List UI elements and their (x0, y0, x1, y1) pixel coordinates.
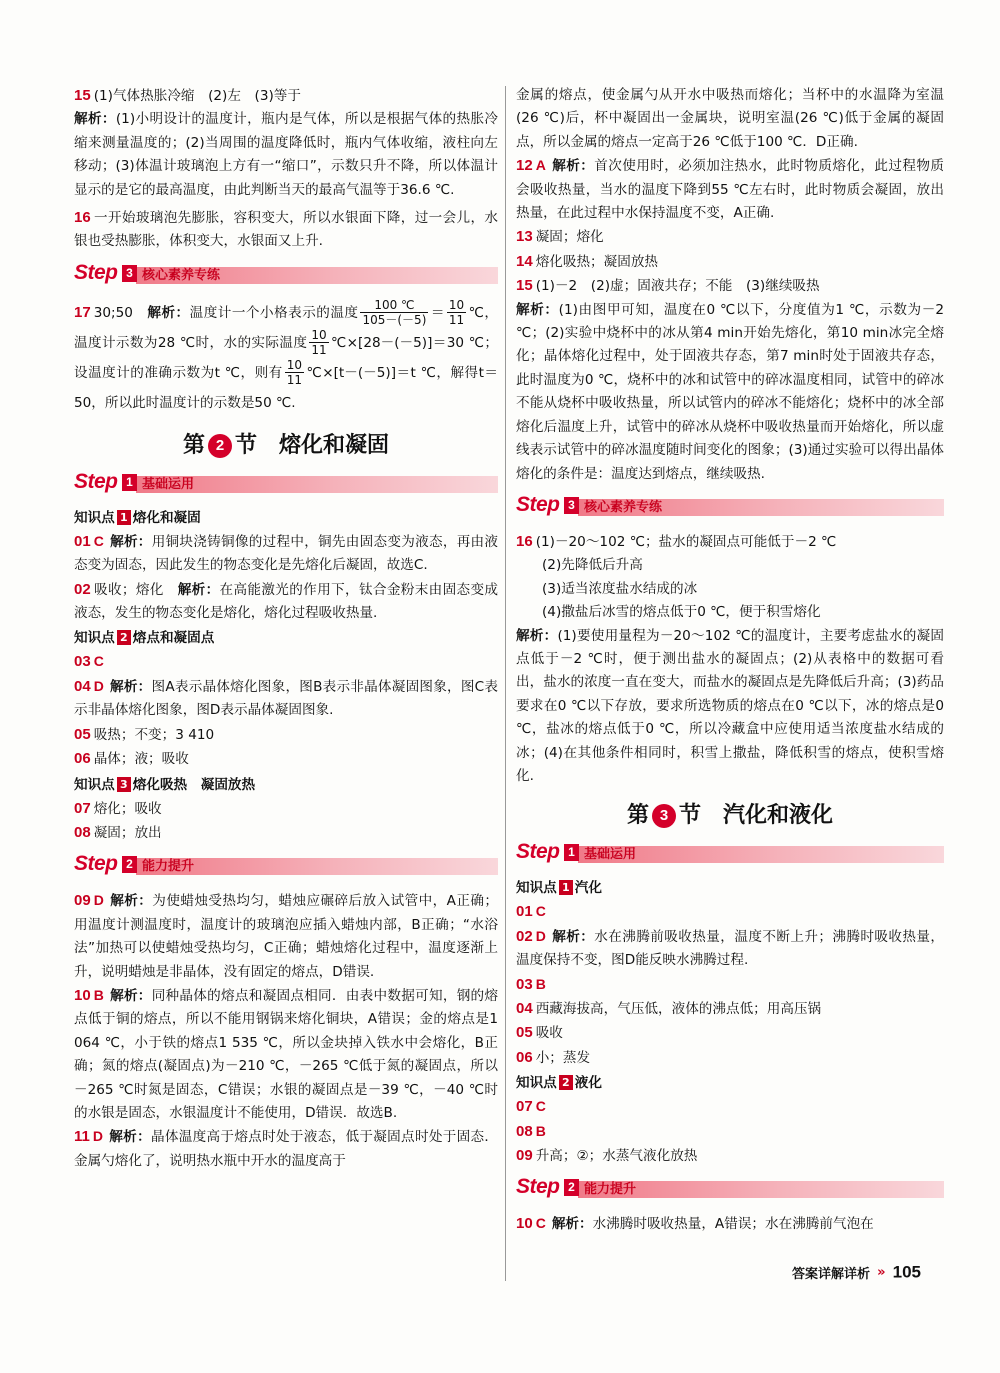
question-number: 13 (516, 228, 533, 246)
column-divider (505, 86, 506, 1281)
answer: C (535, 1215, 546, 1232)
explanation-label: 解析： (516, 301, 559, 318)
question-06 (516, 1046, 944, 1070)
kp-prefix: 知识点 (74, 776, 115, 793)
explanation: 为使蜡烛受热均匀，蜡烛应碾碎后放入试管中，A正确；用温度计测温度时，温度计的玻璃泡应插入蜡烛内部，B正确；“水浴法”加热可以使蜡烛受热均匀，C正确；蜡烛熔化过程中，温度逐渐上升，说明蜡烛是非晶体，没有固定的熔点，D错误. (74, 893, 498, 980)
explanation-part: ℃×[t－(－5)]＝t ℃，解得t＝50，所以此时温度计的示数是50 ℃. (74, 364, 498, 411)
footer-label: 答案详解详析 (792, 1267, 871, 1282)
kp-title: 汽化 (574, 880, 602, 897)
section-title-2 (74, 430, 498, 460)
step-word: Step (74, 852, 118, 876)
step-band (578, 1181, 944, 1198)
answer: C (93, 532, 104, 549)
question-11-continued: 金属的熔点，使金属勺从开水中吸热而熔化；当杯中的水温降为室温(26 ℃)后，杯中凝固出一金属块，说明室温(26 ℃)低于金属的凝固点，所以金属的熔点一定高于26 ℃低于100 ℃．D正确. (516, 87, 944, 150)
knowledge-point-2 (516, 1072, 944, 1095)
explanation-label: 解析： (109, 893, 153, 910)
answer: D (92, 1128, 103, 1145)
step-band (578, 499, 944, 516)
section-prefix: 第 (182, 431, 205, 458)
question-10 (516, 1212, 944, 1236)
question-09 (516, 1144, 944, 1168)
question-06 (74, 747, 498, 771)
question-17 (74, 298, 498, 418)
answer: 熔化；吸收 (93, 800, 162, 817)
question-03 (516, 973, 944, 997)
step-number: 3 (564, 497, 579, 514)
page-footer (792, 1262, 921, 1290)
question-number: 06 (516, 1048, 533, 1066)
explanation-label: 解析： (108, 1129, 151, 1146)
explanation-label: 解析： (551, 1216, 593, 1233)
denominator: 105－(－5) (362, 313, 427, 328)
question-number: 09 (516, 1147, 533, 1165)
section-title-3 (516, 800, 944, 830)
kp-number: 3 (117, 777, 131, 792)
answer: 升高；②；水蒸气液化放热 (535, 1148, 698, 1165)
page-number: 105 (892, 1262, 921, 1282)
question-number: 03 (516, 975, 533, 993)
explanation: 晶体温度高于熔点时处于液态，低于凝固点时处于固态．金属勺熔化了，说明热水瓶中开水的温度高于 (74, 1129, 499, 1169)
answer: D (535, 927, 546, 944)
question-number: 05 (74, 725, 91, 743)
explanation: 同种晶体的熔点和凝固点相同．由表中数据可知，钢的熔点低于铜的熔点，所以不能用钢锅来熔化铜块，A错误；金的熔点是1 064 ℃，小于铁的熔点1 535 ℃，所以金块掉入铁水中会熔化，B正确；氮的熔点(凝固点)为－210 ℃，－265 ℃低于氮的凝固点，所以－265 ℃时氮是固态，C错误；水银的凝固点是－39 ℃，－40 ℃时的水银是固态，水银温度计不能使用，D错误．故选B. (74, 987, 499, 1121)
question-14 (516, 250, 944, 274)
answer: 吸收；熔化 (93, 581, 164, 598)
question-number: 02 (74, 580, 91, 598)
question-number: 07 (74, 799, 91, 817)
answer: 吸收 (535, 1025, 563, 1042)
kp-prefix: 知识点 (516, 880, 557, 897)
question-number: 10 (74, 986, 91, 1004)
section-number: 3 (652, 804, 676, 828)
section-suffix: 节 (234, 431, 257, 458)
section-suffix: 节 (678, 802, 701, 829)
question-03 (74, 650, 498, 674)
question-04 (74, 675, 498, 723)
explanation-label: 解析： (74, 111, 116, 128)
answer: C (93, 653, 104, 670)
denominator: 11 (286, 373, 303, 388)
answer-part: (2)先降低后升高 (542, 557, 643, 574)
question-number: 01 (74, 532, 91, 550)
answer-part: (4)撒盐后冰雪的熔点低于0 ℃，便于积雪熔化 (542, 604, 821, 621)
left-column (74, 84, 498, 1173)
fraction (285, 358, 304, 387)
step-title: 核心素养专练 (142, 267, 221, 283)
question-number: 11 (74, 1128, 90, 1146)
question-08 (74, 821, 498, 845)
explanation-part: ℃，温度计示数为28 ℃时，水的实际温度 (74, 304, 499, 351)
question-13 (516, 225, 944, 249)
question-number: 05 (516, 1024, 533, 1042)
section-name: 汽化和液化 (723, 802, 834, 829)
kp-title: 液化 (574, 1075, 602, 1092)
kp-prefix: 知识点 (516, 1075, 557, 1092)
explanation-label: 解析： (109, 533, 152, 550)
answer: C (535, 1098, 546, 1115)
question-number: 04 (74, 677, 91, 695)
kp-title: 熔化和凝固 (132, 509, 201, 526)
step-1-header (74, 470, 498, 500)
step-band (136, 476, 498, 493)
question-16-explanation (516, 625, 944, 789)
kp-title: 熔点和凝固点 (132, 630, 215, 647)
question-number: 17 (74, 303, 91, 321)
explanation: 图A表示晶体熔化图象，图B表示非晶体凝固图象，图C表示非晶体熔化图象，图D表示晶体凝固图象. (74, 678, 498, 719)
kp-number: 2 (117, 630, 131, 645)
question-number: 10 (516, 1215, 533, 1233)
explanation: (1)小明设计的温度计，瓶内是气体，所以是根据气体的热胀冷缩来测量温度的；(2)当周围的温度降低时，瓶内气体收缩，液柱向左移动；(3)体温计玻璃泡上方有一“缩口”，示数只升不降，所以体温计显示的是它的最高温度，由此判断当天的最高气温等于36.6 ℃. (74, 111, 498, 198)
section-prefix: 第 (626, 802, 649, 829)
answer: 凝固；熔化 (535, 229, 604, 246)
question-05 (516, 1021, 944, 1045)
knowledge-point-1 (74, 507, 498, 530)
step-title: 能力提升 (584, 1182, 637, 1198)
answer-part: (3)适当浓度盐水结成的冰 (542, 580, 698, 597)
answer: 熔化吸热；凝固放热 (535, 253, 659, 270)
question-07 (74, 797, 498, 821)
step-2-header (74, 852, 498, 882)
question-15 (74, 84, 498, 202)
numerator: 10 (448, 298, 465, 313)
answer: 吸热；不变；3 410 (93, 726, 215, 743)
section-name: 熔化和凝固 (279, 431, 390, 458)
answer: D (93, 677, 104, 694)
answer: 晶体；液；吸收 (93, 751, 189, 768)
kp-title: 熔化吸热 凝固放热 (132, 776, 256, 793)
question-number: 08 (516, 1122, 533, 1140)
numerator: 100 ℃ (360, 298, 428, 313)
explanation-part: ℃×[28－(－5)]＝30 ℃；设温度计的准确示数为t ℃，则有 (74, 334, 499, 381)
explanation-label: 解析： (109, 678, 152, 695)
step-number: 1 (564, 844, 579, 861)
question-12 (516, 154, 944, 225)
knowledge-point-3 (74, 774, 498, 797)
answer: A (535, 157, 546, 174)
answer: B (535, 1122, 546, 1139)
kp-number: 1 (117, 510, 131, 525)
step-word: Step (516, 1175, 560, 1199)
answer: 西藏海拔高，气压低，液体的沸点低；用高压锅 (535, 1001, 822, 1017)
answer: D (93, 892, 104, 909)
denominator: 11 (311, 343, 327, 358)
explanation-label: 解析： (516, 627, 558, 644)
step-word: Step (516, 492, 560, 516)
knowledge-point-1 (516, 877, 944, 900)
fraction (360, 298, 428, 327)
question-10 (74, 984, 498, 1125)
explanation: 水在沸腾前吸收热量，温度不断上升；沸腾时吸收热量，温度保持不变，图D能反映水沸腾过程. (516, 928, 945, 969)
fraction (309, 328, 328, 357)
explanation-label: 解析： (147, 304, 190, 321)
answer: (1)－2 (2)虚；固液共存；不能 (3)继续吸热 (535, 278, 820, 295)
equals-sign: ＝ (430, 304, 445, 321)
question-11 (74, 1125, 498, 1173)
kp-prefix: 知识点 (74, 509, 115, 526)
denominator: 11 (448, 313, 465, 328)
explanation-part: 温度计一个小格表示的温度 (189, 304, 359, 321)
question-number: 03 (74, 653, 91, 671)
answer: (1)气体热胀冷缩 (2)左 (3)等于 (93, 88, 301, 104)
step-word: Step (74, 469, 118, 493)
question-02 (74, 578, 498, 626)
answer: 小；蒸发 (535, 1049, 591, 1066)
explanation-label: 解析： (551, 928, 595, 945)
explanation: (1)由图甲可知，温度在0 ℃以下，分度值为1 ℃，示数为－2 ℃；(2)实验中烧杯中的冰从第4 min开始先熔化，第10 min冰完全熔化；晶体熔化过程中，处于固液共存态，第7 min时处于固液共存态，此时温度为0 ℃，烧杯中的冰和试管中的碎冰温度相同，试管中的碎冰不能从烧杯中吸收热量，所以试管内的碎冰不能熔化；烧杯中的冰全部熔化后温度上升，试管中的碎冰从烧杯中吸收热量而开始熔化，所以虚线表示试管中的碎冰温度随时间变化的图象；(3)通过实验可以得出晶体熔化的条件是：温度达到熔点，继续吸热. (516, 301, 944, 482)
numerator: 10 (311, 328, 327, 343)
double-chevron-icon: » (877, 1265, 886, 1280)
answer: 一开始玻璃泡先膨胀，容积变大，所以水银面下降，过一会儿，水银也受热膨胀，体积变大，水银面又上升. (74, 210, 498, 250)
explanation: (1)要使用量程为－20～102 ℃的温度计，主要考虑盐水的凝固点低于－2 ℃时，便于测出盐水的凝固点；(2)从表格中的数据可看出，盐水的浓度一直在变大，而盐水的凝固点是先降低后升高；(3)药品要求在0 ℃以下存放，要求所选物质的熔点在0 ℃以下，冰的熔点是0 ℃，盐冰的熔点低于0 ℃，所以冷藏盒中应使用适当浓度盐水结成的冰；(4)在其他条件相同时，积雪上撒盐，降低积雪的熔点，使积雪熔化. (516, 627, 945, 784)
explanation-label: 解析： (551, 158, 595, 175)
question-number: 14 (516, 252, 533, 270)
step-1-header (516, 840, 944, 870)
question-16 (516, 530, 944, 554)
question-16 (74, 206, 498, 254)
step-3-header (74, 261, 498, 291)
question-02 (516, 925, 944, 973)
explanation: 用铜块浇铸铜像的过程中，铜先由固态变为液态，再由液态变为固态，因此发生的物态变化是先熔化后凝固，故选C. (74, 533, 499, 574)
step-number: 2 (122, 856, 137, 873)
question-number: 15 (74, 87, 91, 104)
question-number: 07 (516, 1098, 533, 1116)
answer: B (93, 986, 104, 1003)
step-title: 能力提升 (142, 859, 195, 875)
step-number: 3 (122, 265, 137, 282)
step-title: 核心素养专练 (584, 499, 663, 515)
question-15 (516, 274, 944, 486)
step-word: Step (516, 840, 560, 864)
kp-number: 2 (559, 1075, 573, 1090)
step-3-header (516, 493, 944, 523)
step-band (578, 846, 944, 863)
kp-number: 1 (559, 880, 573, 895)
question-number: 16 (516, 532, 533, 550)
question-09 (74, 889, 498, 984)
question-05 (74, 723, 498, 747)
explanation-label: 解析： (109, 987, 152, 1004)
kp-prefix: 知识点 (74, 630, 115, 647)
step-number: 2 (564, 1179, 579, 1196)
question-01 (516, 900, 944, 924)
numerator: 10 (286, 358, 303, 373)
explanation: 水沸腾时吸收热量，A错误；水在沸腾前气泡在 (592, 1216, 874, 1233)
question-number: 02 (516, 927, 533, 945)
step-word: Step (74, 260, 118, 284)
answer: 30;50 (93, 304, 133, 321)
explanation-label: 解析： (177, 581, 220, 598)
question-01 (74, 530, 498, 578)
question-number: 15 (516, 277, 533, 295)
section-number: 2 (208, 434, 232, 458)
question-number: 06 (74, 750, 91, 768)
question-08 (516, 1120, 944, 1144)
step-number: 1 (122, 474, 137, 491)
answer: B (535, 975, 546, 992)
question-number: 01 (516, 903, 533, 921)
question-07 (516, 1095, 944, 1119)
step-title: 基础运用 (142, 476, 195, 492)
step-band (136, 858, 498, 875)
question-04 (516, 997, 944, 1021)
knowledge-point-2 (74, 627, 498, 650)
explanation: 首次使用时，必须加注热水，此时物质熔化，此过程物质会吸收热量，当水的温度下降到55 ℃左右时，此时物质会凝固，放出热量，在此过程中水保持温度不变，A正确. (516, 158, 945, 222)
fraction (447, 298, 466, 327)
question-number: 12 (516, 157, 533, 175)
question-number: 16 (74, 209, 91, 227)
step-title: 基础运用 (584, 847, 637, 863)
question-number: 04 (516, 1000, 533, 1017)
answer: 凝固；放出 (93, 824, 162, 841)
answer: C (535, 903, 546, 920)
right-column (516, 84, 944, 1237)
question-number: 09 (74, 892, 91, 910)
question-number: 08 (74, 823, 91, 841)
step-band (136, 267, 498, 284)
step-2-header (516, 1175, 944, 1205)
explanation: 在高能激光的作用下，钛合金粉末由固态变成液态，发生的物态变化是熔化，熔化过程吸收热量. (74, 581, 499, 622)
answer-part: (1)－20～102 ℃；盐水的凝固点可能低于－2 ℃ (535, 533, 837, 550)
